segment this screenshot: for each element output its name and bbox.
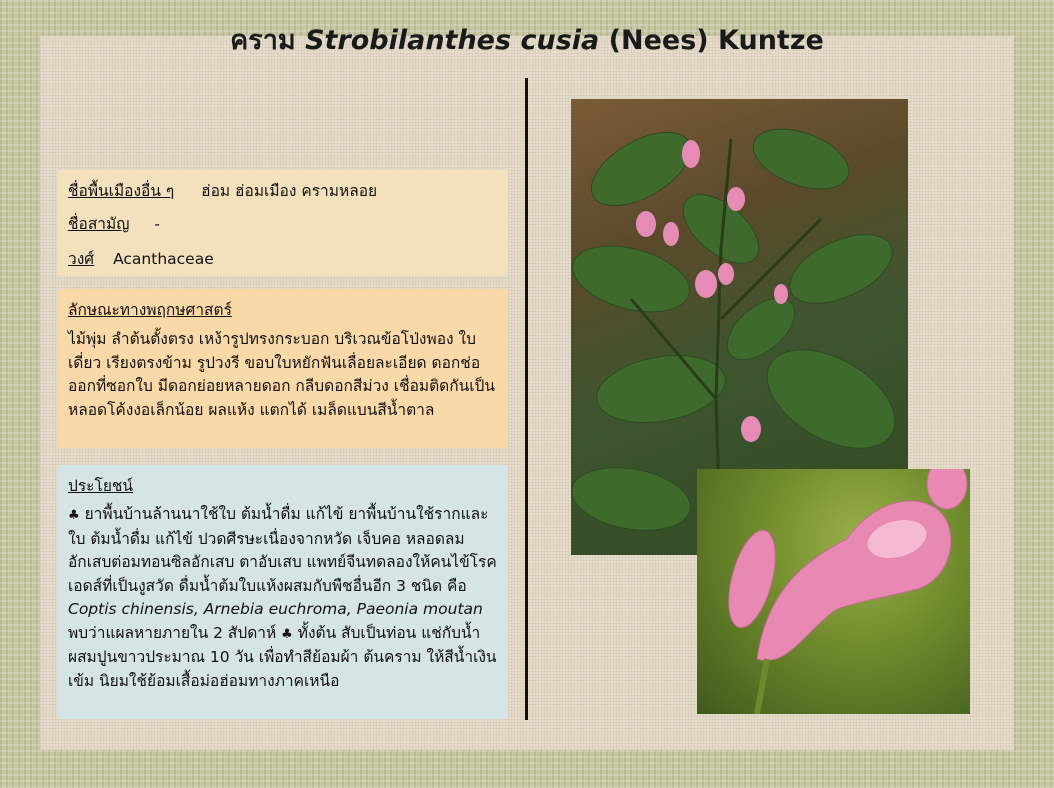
family-label: วงศ์ xyxy=(68,250,95,268)
flower-illustration xyxy=(697,469,970,714)
uses-text-part2: พบว่าแผลหายภายใน 2 สัปดาห์ xyxy=(68,623,277,642)
title-scientific-name: Strobilanthes cusia xyxy=(305,25,600,56)
flower-closeup-photo xyxy=(697,469,970,714)
common-name-row xyxy=(68,211,160,236)
local-name-value: ฮ่อม ฮ่อมเมือง ครามหลอย xyxy=(201,182,378,200)
botanical-text: ไม้พุ่ม ลำต้นตั้งตรง เหง้ารูปทรงกระบอก บริเวณข้อโป่งพอง ใบเดี่ยว เรียงตรงข้าม รูปวงรี ขอบใบหยักฟันเลื่อยละเอียด ดอกช่อ ออกที่ซอกใบ มีดอกย่อยหลายดอก กลีบดอกสีม่วง เชื่อมติดกันเป็นหลอดโค้งงอเล็กน้อย ผลแห้ง แตกได้ เมล็ดแบนสีน้ำตาล xyxy=(68,330,495,419)
page-title xyxy=(0,18,1054,61)
uses-text-part3: ทั้งต้น สับเป็นท่อน แช่กับน้ำผสมปูนขาวประมาณ 10 วัน เพื่อทำสีย้อมผ้า ต้นคราม ให้สีน้ำเงินเข้ม นิยมใช้ย้อมเสื้อม่อฮ่อมทางภาคเหนือ xyxy=(68,623,497,690)
vertical-divider xyxy=(525,78,528,720)
uses-box xyxy=(58,465,508,719)
title-author: (Nees) Kuntze xyxy=(608,25,824,56)
common-name-label: ชื่อสามัญ xyxy=(68,215,130,233)
title-thai-name: คราม xyxy=(230,25,296,56)
common-name-value: - xyxy=(154,215,160,233)
botanical-box xyxy=(58,289,508,448)
uses-text xyxy=(68,503,502,693)
botanical-heading: ลักษณะทางพฤกษศาสตร์ xyxy=(68,301,232,319)
club-icon: ♣ xyxy=(281,626,293,642)
local-name-row xyxy=(68,178,377,203)
club-icon: ♣ xyxy=(68,508,80,523)
species-coptis: Coptis chinensis, xyxy=(68,600,199,618)
family-row xyxy=(68,246,214,271)
uses-heading: ประโยชน์ xyxy=(68,477,134,495)
family-value: Acanthaceae xyxy=(113,250,214,268)
uses-text-part1: ยาพื้นบ้านล้านนาใช้ใบ ต้มน้ำดื่ม แก้ไข้ ยาพื้นบ้านใช้รากและใบ ต้มน้ำดื่ม แก้ไข้ ปวดศีรษะเนื่องจากหวัด เจ็บคอ หลอดลมอักเสบต่อมทอนซิลอักเสบ ตาอับเสบ แพทย์จีนทดลองให้คนไข้โรคเอดส์ที่เป็นงูสวัด ดื่มน้ำต้มใบแห้งผสมกับพืชอื่นอีก 3 ชนิด คือ xyxy=(68,505,497,595)
local-name-label: ชื่อพื้นเมืองอื่น ๆ xyxy=(68,182,175,200)
species-arnebia-paeonia: Arnebia euchroma, Paeonia moutan xyxy=(203,600,483,618)
names-box xyxy=(58,170,508,276)
